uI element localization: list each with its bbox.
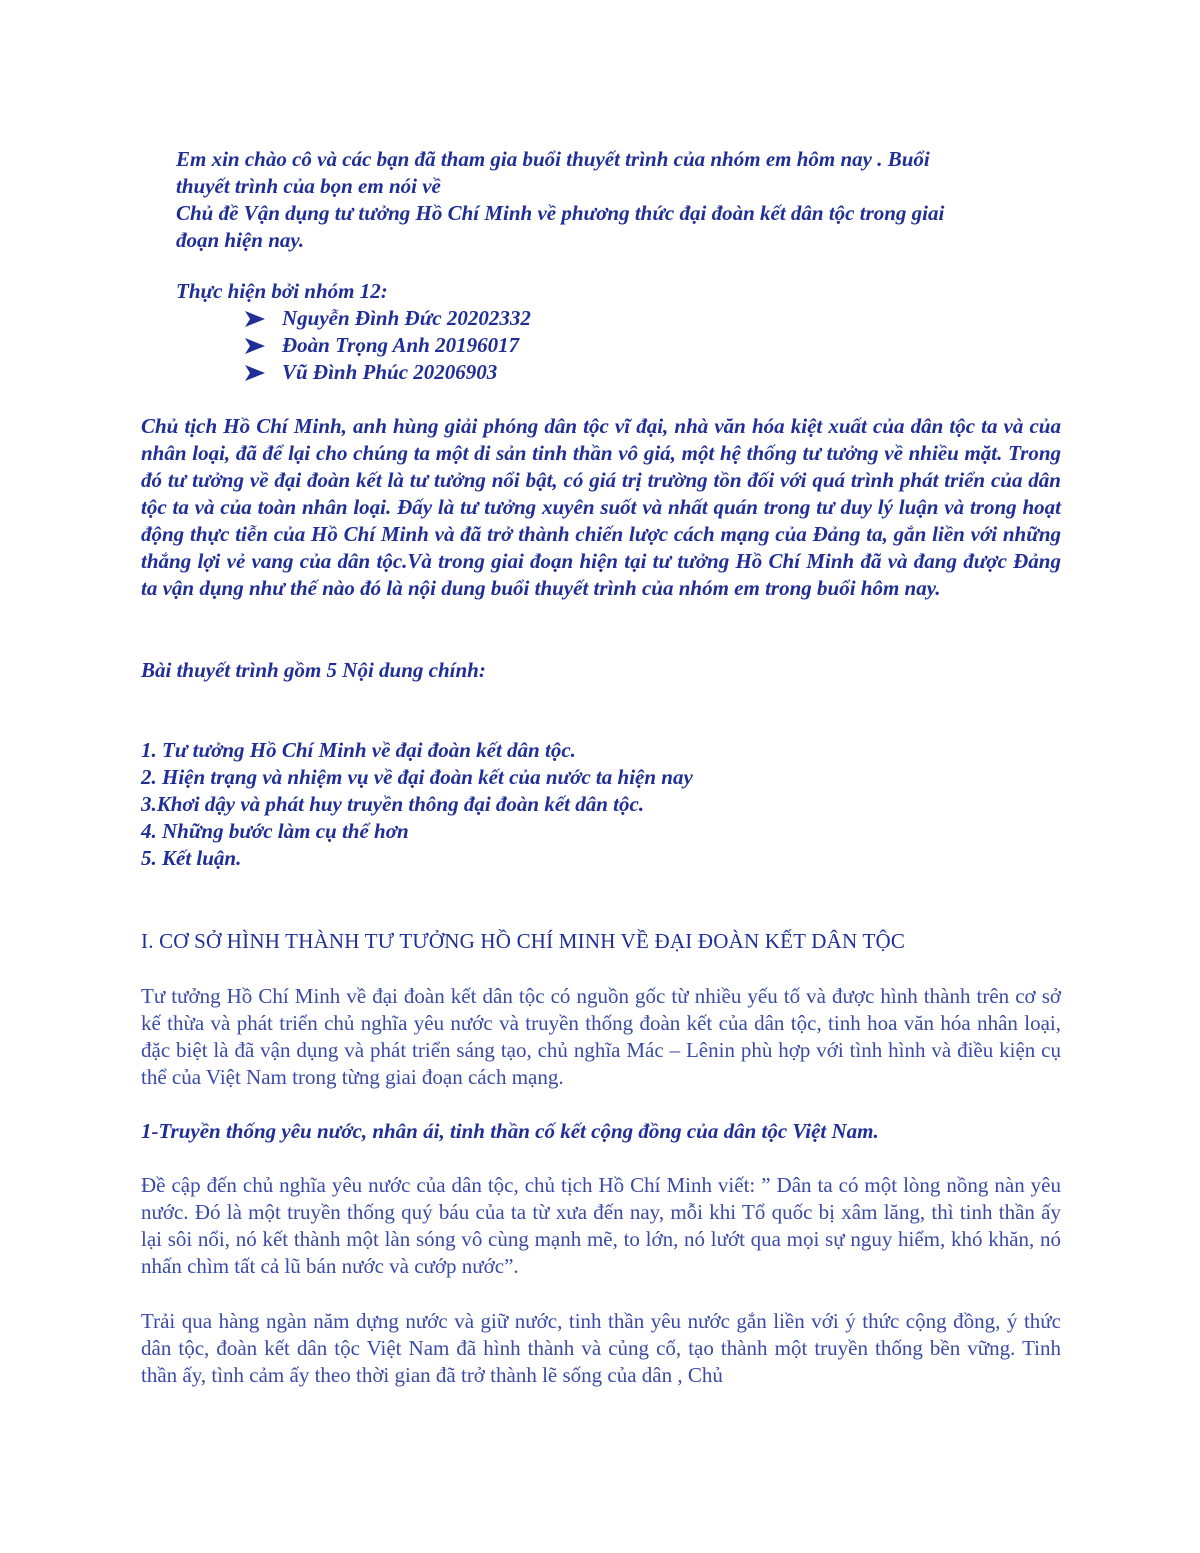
outline-item: 2. Hiện trạng và nhiệm vụ về đại đoàn kết của nước ta hiện nay — [141, 765, 693, 789]
section-paragraph: Tư tưởng Hồ Chí Minh về đại đoàn kết dân tộc có nguồn gốc từ nhiều yếu tố và được hình thành trên cơ sở kế thừa và phát triển chủ nghĩa yêu nước và truyền thống đoàn kết của dân tộc, tinh hoa văn hóa nhân loại, đặc biệt là đã vận dụng và phát triển sáng tạo, chủ nghĩa Mác – Lênin phù hợp với tình hình và điều kiện cụ thể của Việt Nam trong từng giai đoạn cách mạng. — [141, 984, 1061, 1089]
arrowhead-bullet-icon — [244, 364, 266, 382]
arrowhead-bullet-icon — [244, 337, 266, 355]
member-name: Đoàn Trọng Anh 20196017 — [282, 333, 520, 357]
member-name: Nguyễn Đình Đức 20202332 — [282, 306, 531, 330]
outline-item: 3.Khơi dậy và phát huy truyền thông đại đoàn kết dân tộc. — [141, 792, 645, 816]
intro-greeting — [176, 146, 1076, 254]
member-item — [244, 305, 531, 332]
outline-list — [141, 737, 693, 872]
outline-item: 5. Kết luận. — [141, 846, 242, 870]
arrowhead-bullet-icon — [244, 310, 266, 328]
sub-heading: 1-Truyền thống yêu nước, nhân ái, tinh thần cố kết cộng đồng của dân tộc Việt Nam. — [141, 1119, 879, 1143]
section-heading: I. CƠ SỞ HÌNH THÀNH TƯ TƯỞNG HỒ CHÍ MINH VỀ ĐẠI ĐOÀN KẾT DÂN TỘC — [141, 929, 906, 953]
intro-paragraph: Chủ tịch Hồ Chí Minh, anh hùng giải phóng dân tộc vĩ đại, nhà văn hóa kiệt xuất của dân tộc ta và của nhân loại, đã để lại cho chúng ta một di sản tinh thần vô giá, một hệ thống tư tưởng về nhiều mặt. Trong đó tư tưởng về đại đoàn kết là tư tưởng nổi bật, có giá trị trường tồn đối với quá trình phát triển của dân tộc ta và của toàn nhân loại. Đấy là tư tưởng xuyên suốt và nhất quán trong tư duy lý luận và trong hoạt động thực tiễn của Hồ Chí Minh và đã trở thành chiến lược cách mạng của Đảng ta, gắn liền với những thắng lợi vẻ vang của dân tộc.Và trong giai đoạn hiện tại tư tưởng Hồ Chí Minh đã và đang được Đảng ta vận dụng như thế nào đó là nội dung buổi thuyết trình của nhóm em trong buổi hôm nay. — [141, 414, 1061, 600]
member-item — [244, 359, 531, 386]
outline-item: 1. Tư tưởng Hồ Chí Minh về đại đoàn kết dân tộc. — [141, 738, 576, 762]
intro-line: đoạn hiện nay. — [176, 228, 305, 252]
member-name: Vũ Đình Phúc 20206903 — [282, 360, 498, 384]
group-title: Thực hiện bởi nhóm 12: — [176, 279, 388, 303]
member-list — [244, 305, 531, 386]
intro-line: thuyết trình của bọn em nói về — [176, 174, 441, 198]
quote-paragraph: Đề cập đến chủ nghĩa yêu nước của dân tộc, chủ tịch Hồ Chí Minh viết: ” Dân ta có một lòng nồng nàn yêu nước. Đó là một truyền thống quý báu của ta từ xưa đến nay, mỗi khi Tổ quốc bị xâm lăng, thì tinh thần ấy lại sôi nổi, nó kết thành một làn sóng vô cùng mạnh mẽ, to lớn, nó lướt qua mọi sự nguy hiểm, khó khăn, nó nhấn chìm tất cả lũ bán nước và cướp nước”. — [141, 1173, 1061, 1278]
outline-title: Bài thuyết trình gồm 5 Nội dung chính: — [141, 658, 486, 682]
member-item — [244, 332, 531, 359]
intro-line: Chủ đề Vận dụng tư tưởng Hồ Chí Minh về phương thức đại đoàn kết dân tộc trong giai — [176, 201, 945, 225]
outline-item: 4. Những bước làm cụ thể hơn — [141, 819, 409, 843]
intro-line: Em xin chào cô và các bạn đã tham gia buổi thuyết trình của nhóm em hôm nay . Buổi — [176, 147, 930, 171]
tradition-paragraph: Trải qua hàng ngàn năm dựng nước và giữ nước, tinh thần yêu nước gắn liền với ý thức cộng đồng, ý thức dân tộc, đoàn kết dân tộc Việt Nam đã hình thành và củng cố, tạo thành một truyền thống bền vững. Tinh thần ấy, tình cảm ấy theo thời gian đã trở thành lẽ sống của dân , Chủ — [141, 1309, 1061, 1387]
